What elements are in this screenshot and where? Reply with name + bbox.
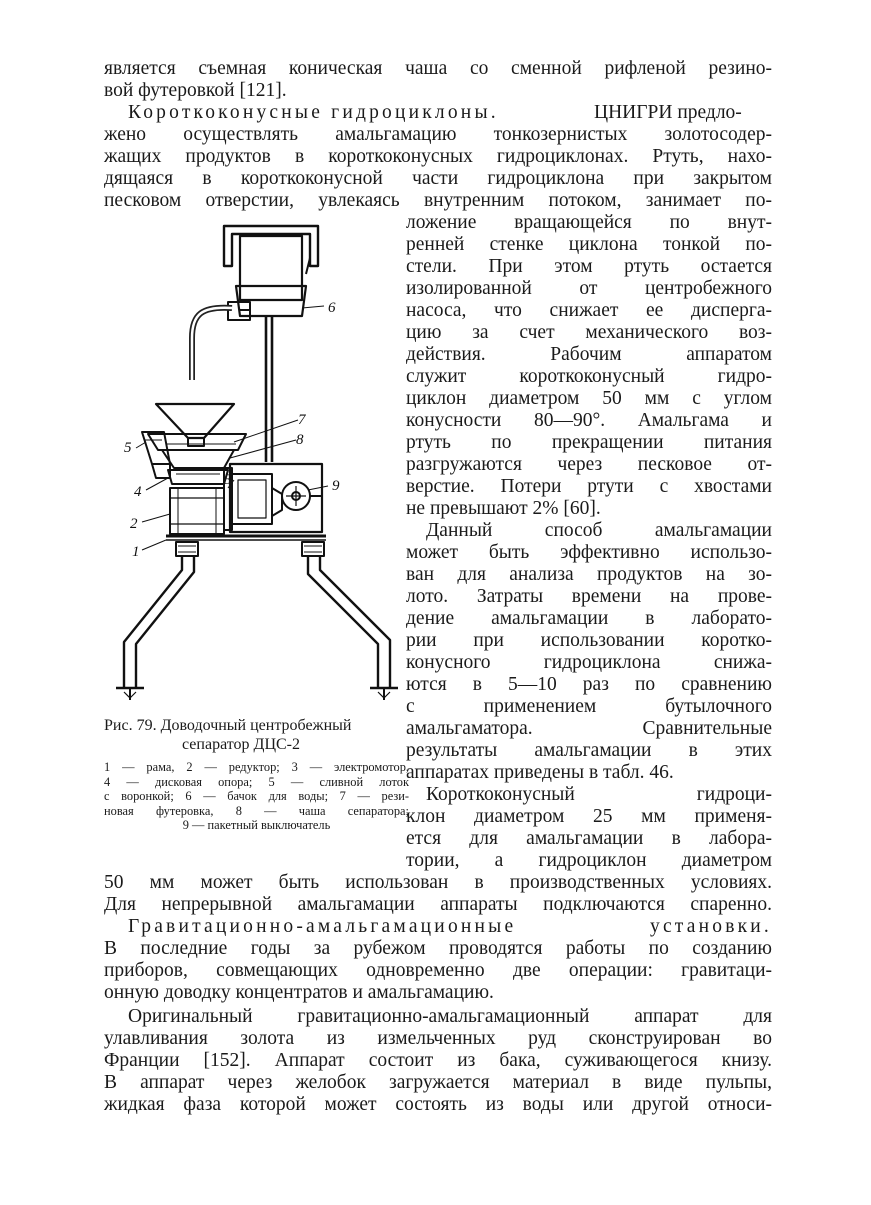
- text-line: конусности 80—90°. Амальгама и: [406, 410, 772, 431]
- text-line: с применением бутылочного: [406, 696, 772, 717]
- text-line: верстие. Потери ртути с хвостами: [406, 476, 772, 497]
- text-line: дящаяся в короткоконусной части гидроциклона при закрытом: [104, 168, 772, 189]
- text-line: ренней стенке циклона тонкой по-: [406, 234, 772, 255]
- text-line: ются в 5—10 раз по сравнению: [406, 674, 772, 695]
- callout-1: 1: [132, 544, 140, 560]
- text-line: Франции [152]. Аппарат состоит из бака, суживающегося книзу.: [104, 1050, 772, 1071]
- callout-5: 5: [124, 440, 132, 456]
- callout-8: 8: [296, 432, 304, 448]
- text-line: результаты амальгамации в этих: [406, 740, 772, 761]
- text-line: Данный способ амальгамации: [426, 520, 772, 541]
- text-line: конусного гидроциклона снижа-: [406, 652, 772, 673]
- text-line: амальгаматора. Сравнительные: [406, 718, 772, 739]
- text-line: песковом отверстии, увлекаясь внутренним потоком, занимает по-: [104, 190, 772, 211]
- text-line: насоса, что снижает ее дисперга-: [406, 300, 772, 321]
- callout-6: 6: [328, 300, 336, 316]
- text-line: Для непрерывной амальгамации аппараты подключаются спаренно.: [104, 894, 772, 915]
- text-line: может быть эффективно использо-: [406, 542, 772, 563]
- callout-7: 7: [298, 412, 306, 428]
- text-line: клон диаметром 25 мм применя-: [406, 806, 772, 827]
- text-line: ртуть по прекращении питания: [406, 432, 772, 453]
- text-line: изолированной от центробежного: [406, 278, 772, 299]
- text-line: 50 мм может быть использован в производственных условиях.: [104, 872, 772, 893]
- section-heading-hydrocyclones: Короткоконусные гидроциклоны.: [128, 102, 499, 123]
- text-line: цию за счет механического воз-: [406, 322, 772, 343]
- text-line: ЦНИГРИ предло-: [594, 102, 742, 123]
- text-line: рии при использовании коротко-: [406, 630, 772, 651]
- text-line: дение амальгамации в лаборато-: [406, 608, 772, 629]
- text-line: приборов, совмещающих одновременно две операции: гравитаци-: [104, 960, 772, 981]
- text-line: служит короткоконусный гидро-: [406, 366, 772, 387]
- separator-drawing: [96, 212, 406, 712]
- text-line: тории, а гидроциклон диаметром: [406, 850, 772, 871]
- text-line: действия. Рабочим аппаратом: [406, 344, 772, 365]
- callout-3: 3: [224, 472, 232, 488]
- figure-caption: [104, 716, 404, 754]
- figure-legend: [104, 760, 409, 833]
- text-line: улавливания золота из измельченных руд сконструирован во: [104, 1028, 772, 1049]
- callout-4: 4: [134, 484, 142, 500]
- text-line: ван для анализа продуктов на зо-: [406, 564, 772, 585]
- text-line: циклон диаметром 50 мм с углом: [406, 388, 772, 409]
- text-line: ложение вращающейся по внут-: [406, 212, 772, 233]
- text-line: стели. При этом ртуть остается: [406, 256, 772, 277]
- text-line: вой футеровкой [121].: [104, 80, 287, 101]
- text-line: онную доводку концентратов и амальгамацию.: [104, 982, 494, 1003]
- text-line: жено осуществлять амальгамацию тонкозернистых золотосодер-: [104, 124, 772, 145]
- callout-9: 9: [332, 478, 340, 494]
- text-line: лото. Затраты времени на прове-: [406, 586, 772, 607]
- text-line: Оригинальный гравитационно-амальгамационный аппарат для: [128, 1006, 772, 1027]
- figure-caption-title: Рис. 79. Доводочный центробежный: [104, 717, 352, 734]
- legend-line: новая футеровка, 8 — чаша сепаратора;: [104, 803, 409, 818]
- legend-line: 1 — рама, 2 — редуктор; 3 — электромотор,: [104, 760, 409, 774]
- text-line: В последние годы за рубежом проводятся работы по созданию: [104, 938, 772, 959]
- text-line: жащих продуктов в короткоконусных гидроциклонах. Ртуть, нахо-: [104, 146, 772, 167]
- text-line: ется для амальгамации в лабора-: [406, 828, 772, 849]
- text-line: не превышают 2% [60].: [406, 498, 601, 519]
- text-line: разгружаются через песковое от-: [406, 454, 772, 475]
- legend-line: 4 — дисковая опора; 5 — сливной лоток: [104, 774, 409, 789]
- text-line: жидкая фаза которой может состоять из воды или другой относи-: [104, 1094, 772, 1115]
- text-line: В аппарат через желобок загружается материал в виде пульпы,: [104, 1072, 772, 1093]
- legend-line: 9 — пакетный выключатель: [182, 818, 331, 833]
- figure-caption-subtitle: сепаратор ДЦС-2: [182, 736, 300, 753]
- text-line: является съемная коническая чаша со сменной рифленой резино-: [104, 58, 772, 79]
- callout-2: 2: [130, 516, 138, 532]
- text-line: Короткоконусный гидроци-: [426, 784, 772, 805]
- text-line: аппаратах приведены в табл. 46.: [406, 762, 674, 783]
- legend-line: с воронкой; 6 — бачок для воды; 7 — рези-: [104, 789, 409, 804]
- section-heading-gravity-units: Гравитационно-амальгамационные установки.: [128, 916, 772, 937]
